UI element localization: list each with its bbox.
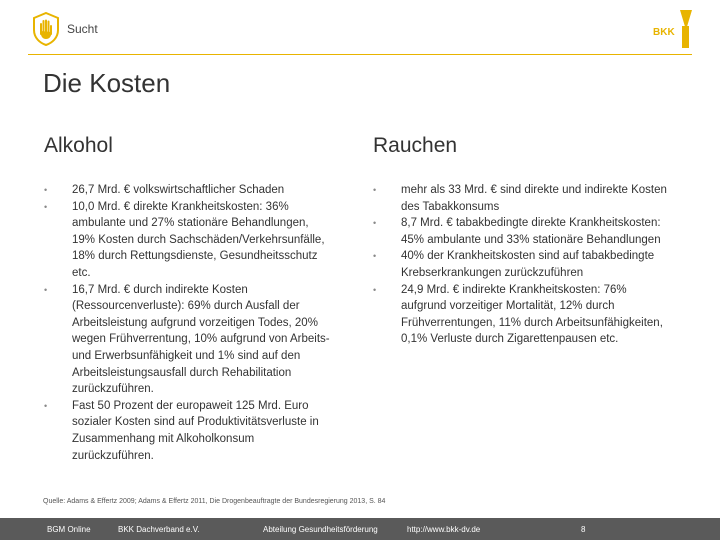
- alcohol-cost-list: [44, 182, 334, 464]
- stop-hand-icon: [32, 12, 60, 46]
- list-item: • Fast 50 Prozent der europaweit 125 Mrd. Euro sozialer Kosten sind auf Produktivitätsverluste in Zusammenhang mit Alkoholkonsum zurückzuführen.: [44, 398, 334, 464]
- list-item: • 8,7 Mrd. € tabakbedingte direkte Krankheitskosten: 45% ambulante und 33% stationäre Behandlungen: [373, 215, 668, 248]
- section-label: Sucht: [67, 22, 98, 36]
- logo-text: BKK: [653, 27, 675, 38]
- list-item: • 26,7 Mrd. € volkswirtschaftlicher Schaden: [44, 182, 334, 199]
- list-item: • mehr als 33 Mrd. € sind direkte und indirekte Kosten des Tabakkonsums: [373, 182, 668, 215]
- header: [0, 0, 720, 58]
- footer-url-link[interactable]: http://www.bkk-dv.de: [407, 525, 481, 534]
- list-item: • 40% der Krankheitskosten sind auf tabakbedingte Krebserkrankungen zurückzuführen: [373, 248, 668, 281]
- list-item: • 24,9 Mrd. € indirekte Krankheitskosten: 76% aufgrund vorzeitiger Mortalität, 12% durch Frühverrentungen, 11% durch Arbeitsunfähigkeiten, 0,1% Verluste durch Zigarettenpausen etc.: [373, 282, 668, 348]
- page-title: Die Kosten: [43, 68, 171, 98]
- smoking-cost-list: [373, 182, 668, 348]
- bkk-logo: [650, 8, 694, 50]
- footer-association: BKK Dachverband e.V.: [118, 525, 200, 534]
- alcohol-heading: Alkohol: [44, 134, 113, 157]
- footer-org: BGM Online: [47, 525, 91, 534]
- header-divider: [28, 54, 692, 55]
- source-citation: Quelle: Adams & Effertz 2009; Adams & Effertz 2011, Die Drogenbeauftragte der Bundesregierung 2013, S. 84: [43, 498, 386, 505]
- footer-bar: [0, 518, 720, 540]
- page-number: 8: [581, 525, 586, 534]
- list-item: • 16,7 Mrd. € durch indirekte Kosten (Ressourcenverluste): 69% durch Ausfall der Arbeitsleistung aufgrund vorzeitigen Todes, 20% wegen Frühverrentung, 10% aufgrund von Arbeits- und Erwerbsunfähigkeit und 1% sind auf den Arbeitsleistungsausfall durch Rehabilitation zurückzuführen.: [44, 282, 334, 398]
- smoking-heading: Rauchen: [373, 134, 458, 157]
- footer-department: Abteilung Gesundheitsförderung: [263, 525, 378, 534]
- list-item: • 10,0 Mrd. € direkte Krankheitskosten: 36% ambulante und 27% stationäre Behandlungen, 19% Kosten durch Sachschäden/Verkehrsunfälle, 18% durch Rettungsdienste, Gesundheitsschutz etc.: [44, 199, 334, 282]
